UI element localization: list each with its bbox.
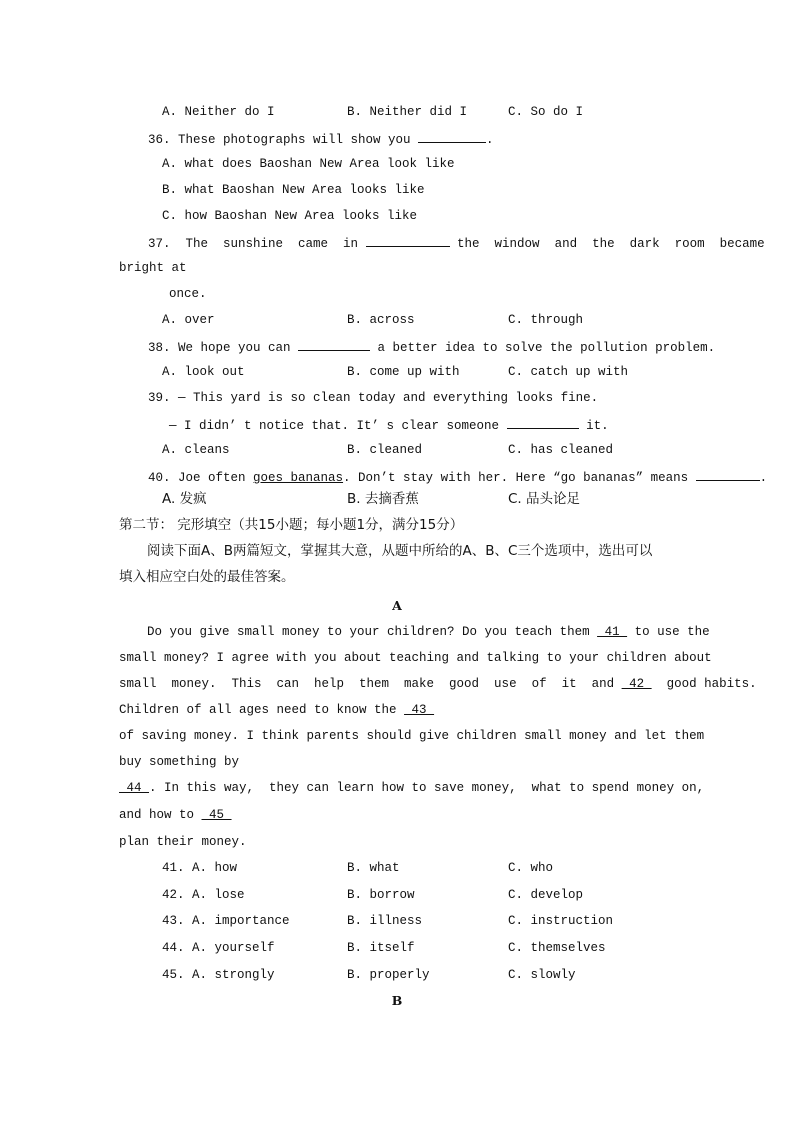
q37-option-b: B. across bbox=[347, 313, 415, 327]
q39-option-c: C. has cleaned bbox=[508, 443, 614, 457]
q36-option-b: B. what Baoshan New Area looks like bbox=[162, 183, 425, 197]
q40-option-a: A. 发疯 bbox=[162, 491, 207, 507]
cloze-option-b: B. itself bbox=[347, 941, 415, 955]
cloze-option-b: B. properly bbox=[347, 968, 430, 982]
blank-43: 43 bbox=[404, 703, 435, 717]
q37-stem: 37. The sunshine came in the window and the dark room became bbox=[148, 234, 765, 252]
q35-option-b: B. Neither did I bbox=[347, 105, 468, 119]
passage-line: Children of all ages need to know the 43 bbox=[119, 703, 435, 717]
section-title: 第二节： 完形填空（共15小题；每小题1分，满分15分） bbox=[119, 517, 464, 533]
answer-blank bbox=[696, 468, 760, 481]
q36-stem: 36. These photographs will show you . bbox=[148, 130, 494, 148]
cloze-option-a: 43. A. importance bbox=[162, 914, 290, 928]
cloze-option-c: C. develop bbox=[508, 888, 584, 902]
answer-blank bbox=[418, 130, 486, 143]
blank-45: 45 bbox=[201, 808, 232, 822]
passage-line: and how to 45 bbox=[119, 808, 232, 822]
cloze-option-b: B. illness bbox=[347, 914, 423, 928]
q40-phrase: goes bananas bbox=[253, 471, 344, 485]
q38-option-b: B. come up with bbox=[347, 365, 460, 379]
passage-line: of saving money. I think parents should give children small money and let them bbox=[119, 729, 705, 743]
answer-blank bbox=[298, 338, 370, 351]
answer-blank bbox=[366, 234, 450, 247]
q37-option-c: C. through bbox=[508, 313, 584, 327]
passage-b-heading: B bbox=[391, 993, 403, 1008]
q36-option-c: C. how Baoshan New Area looks like bbox=[162, 209, 418, 223]
q39-option-b: B. cleaned bbox=[347, 443, 423, 457]
cloze-option-c: C. instruction bbox=[508, 914, 614, 928]
cloze-option-c: C. slowly bbox=[508, 968, 576, 982]
cloze-option-c: C. themselves bbox=[508, 941, 606, 955]
q38-stem: 38. We hope you can a better idea to solve the pollution problem. bbox=[148, 338, 715, 356]
cloze-option-b: B. borrow bbox=[347, 888, 415, 902]
q39-stem: 39. — This yard is so clean today and everything looks fine. bbox=[148, 391, 599, 405]
q40-option-c: C. 品头论足 bbox=[508, 491, 581, 507]
q35-option-c: C. So do I bbox=[508, 105, 584, 119]
blank-44: 44 bbox=[119, 781, 150, 795]
q39-option-a: A. cleans bbox=[162, 443, 230, 457]
passage-line: 44 . In this way, they can learn how to save money, what to spend money on, bbox=[119, 781, 705, 795]
cloze-option-a: 45. A. strongly bbox=[162, 968, 275, 982]
passage-line: plan their money. bbox=[119, 835, 247, 849]
blank-42: 42 bbox=[621, 677, 652, 691]
q37-stem-cont-2: once. bbox=[169, 287, 207, 301]
passage-a-heading: A bbox=[392, 598, 402, 613]
cloze-option-a: 44. A. yourself bbox=[162, 941, 275, 955]
section-instructions-cont: 填入相应空白处的最佳答案。 bbox=[119, 569, 295, 585]
q37-stem-cont: bright at bbox=[119, 261, 187, 275]
passage-line: buy something by bbox=[119, 755, 240, 769]
q35-option-a: A. Neither do I bbox=[162, 105, 275, 119]
q38-option-a: A. look out bbox=[162, 365, 245, 379]
q40-stem: 40. Joe often goes bananas. Don’t stay with her. Here “go bananas” means . bbox=[148, 468, 767, 486]
blank-41: 41 bbox=[597, 625, 628, 639]
section-instructions: 阅读下面A、B两篇短文，掌握其大意，从题中所给的A、B、C三个选项中，选出可以 bbox=[147, 543, 653, 559]
passage-line: Do you give small money to your children? Do you teach them 41 to use the bbox=[147, 625, 710, 639]
passage-line: small money? I agree with you about teaching and talking to your children about bbox=[119, 651, 712, 665]
q39-stem-reply: — I didn’ t notice that. It’ s clear someone it. bbox=[169, 416, 609, 434]
cloze-option-b: B. what bbox=[347, 861, 400, 875]
passage-line: small money. This can help them make good use of it and 42 good habits. bbox=[119, 677, 757, 691]
cloze-option-c: C. who bbox=[508, 861, 554, 875]
cloze-option-a: 41. A. how bbox=[162, 861, 238, 875]
q40-option-b: B. 去摘香蕉 bbox=[347, 491, 419, 507]
cloze-option-a: 42. A. lose bbox=[162, 888, 245, 902]
q36-option-a: A. what does Baoshan New Area look like bbox=[162, 157, 455, 171]
q37-option-a: A. over bbox=[162, 313, 215, 327]
q38-option-c: C. catch up with bbox=[508, 365, 629, 379]
answer-blank bbox=[507, 416, 579, 429]
